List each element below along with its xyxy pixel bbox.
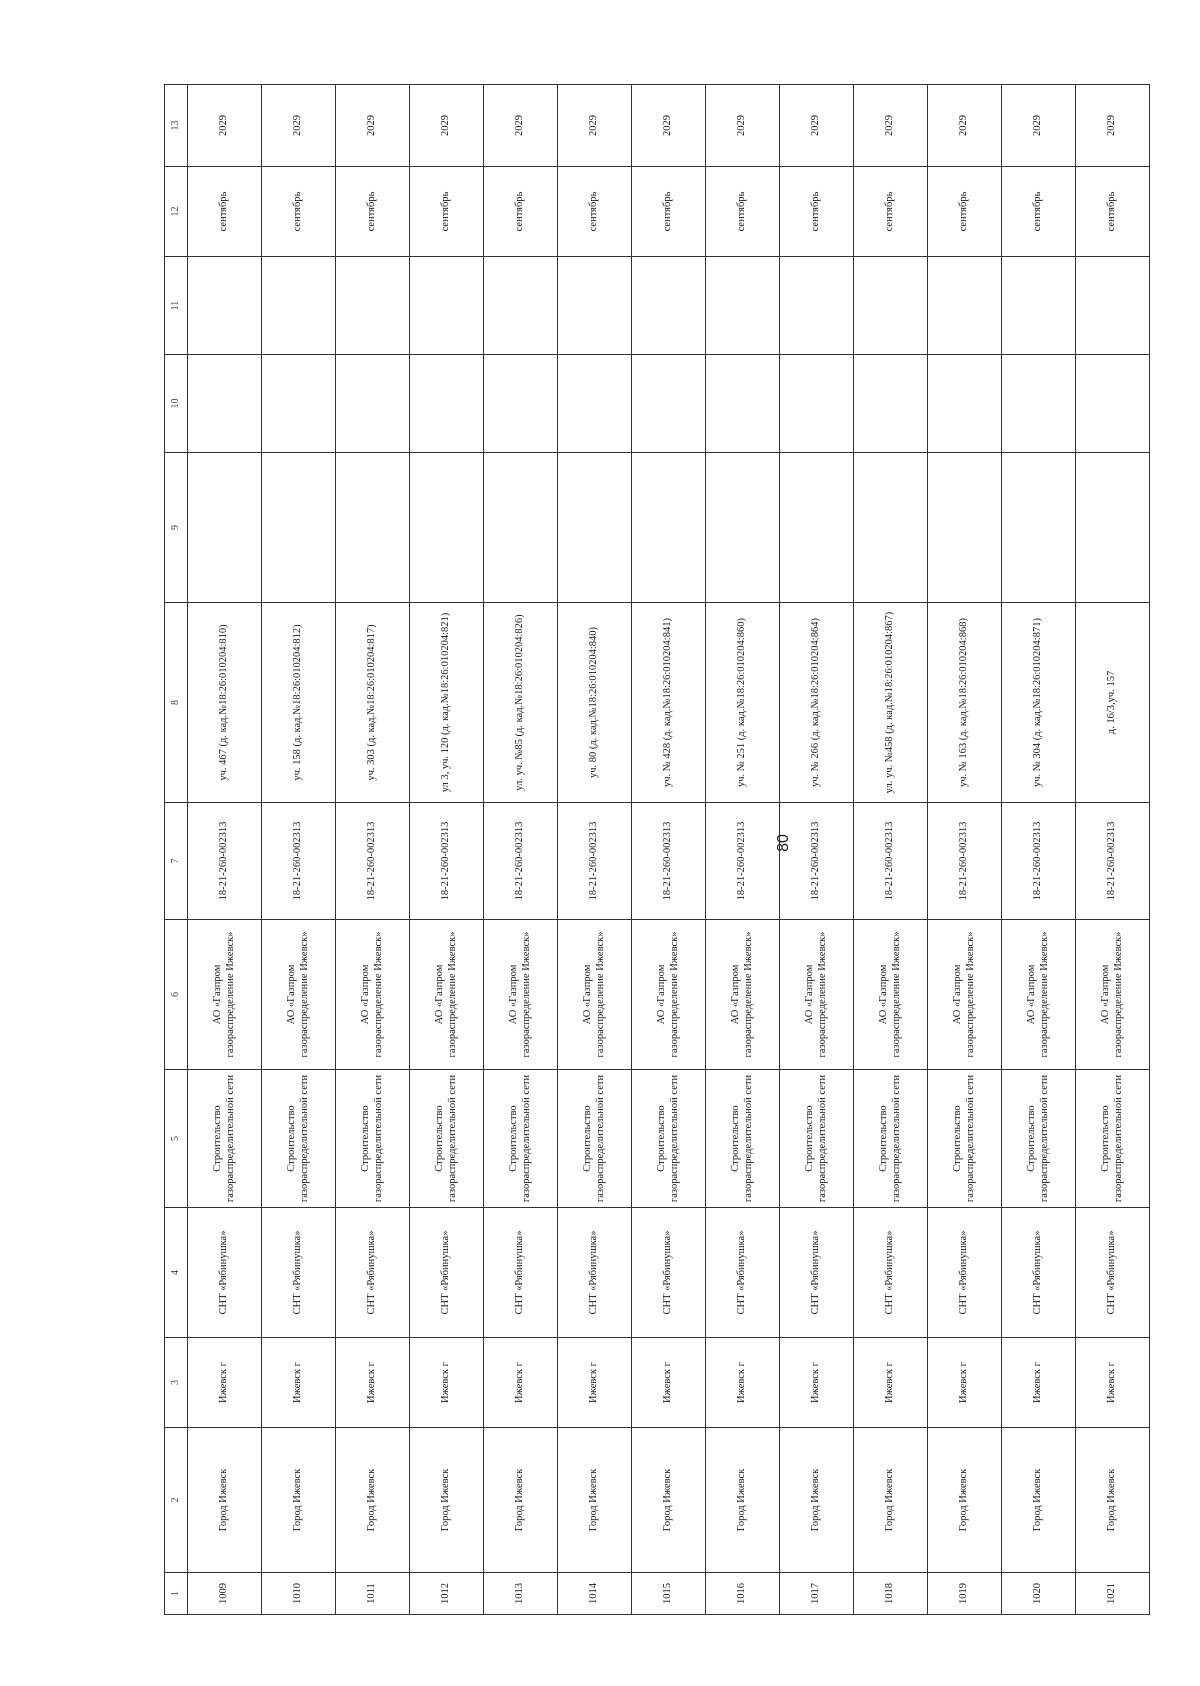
column-11-cell [410, 257, 484, 355]
settlement-cell: Ижевск г [410, 1338, 484, 1428]
column-10-cell [336, 355, 410, 453]
street-cell: СНТ «Рябинушка» [558, 1208, 632, 1338]
column-10-cell [632, 355, 706, 453]
table-row [1076, 85, 1150, 1615]
code-cell: 18-21-260-002313 [558, 803, 632, 920]
settlement-cell: Ижевск г [558, 1338, 632, 1428]
column-9-cell [262, 453, 336, 603]
year-cell: 2029 [780, 85, 854, 167]
year-cell: 2029 [336, 85, 410, 167]
code-cell: 18-21-260-002313 [854, 803, 928, 920]
column-11-cell [928, 257, 1002, 355]
district-cell: Город Ижевск [410, 1428, 484, 1573]
code-cell: 18-21-260-002313 [336, 803, 410, 920]
settlement-cell: Ижевск г [632, 1338, 706, 1428]
column-9-cell [410, 453, 484, 603]
month-cell: сентябрь [410, 167, 484, 257]
company-cell: АО «Газпром газораспределение Ижевск» [854, 920, 928, 1070]
code-cell: 18-21-260-002313 [928, 803, 1002, 920]
year-cell: 2029 [188, 85, 262, 167]
year-cell: 2029 [1076, 85, 1150, 167]
company-cell: АО «Газпром газораспределение Ижевск» [1076, 920, 1150, 1070]
year-cell: 2029 [410, 85, 484, 167]
code-cell: 18-21-260-002313 [1076, 803, 1150, 920]
street-cell: СНТ «Рябинушка» [632, 1208, 706, 1338]
settlement-cell: Ижевск г [484, 1338, 558, 1428]
address-cell: ул. уч. №458 (д. кад.№18:26:010204:867) [854, 603, 928, 803]
address-cell: д. 16/3,уч. 157 [1076, 603, 1150, 803]
code-cell: 18-21-260-002313 [780, 803, 854, 920]
address-cell: уч. № 266 (д. кад.№18:26:010204:864) [780, 603, 854, 803]
column-10-cell [1002, 355, 1076, 453]
year-cell: 2029 [262, 85, 336, 167]
column-10-cell [1076, 355, 1150, 453]
year-cell: 2029 [632, 85, 706, 167]
column-10-cell [928, 355, 1002, 453]
district-cell: Город Ижевск [632, 1428, 706, 1573]
work-type-cell: Строительство газораспределительной сети [632, 1070, 706, 1208]
column-11-cell [632, 257, 706, 355]
street-cell: СНТ «Рябинушка» [1002, 1208, 1076, 1338]
settlement-cell: Ижевск г [1076, 1338, 1150, 1428]
code-cell: 18-21-260-002313 [632, 803, 706, 920]
column-11-cell [188, 257, 262, 355]
table-row [188, 85, 262, 1615]
column-number: 1 [165, 1573, 188, 1615]
district-cell: Город Ижевск [484, 1428, 558, 1573]
settlement-cell: Ижевск г [188, 1338, 262, 1428]
street-cell: СНТ «Рябинушка» [928, 1208, 1002, 1338]
settlement-cell: Ижевск г [854, 1338, 928, 1428]
row-number: 1018 [854, 1573, 928, 1615]
column-10-cell [484, 355, 558, 453]
work-type-cell: Строительство газораспределительной сети [410, 1070, 484, 1208]
column-11-cell [484, 257, 558, 355]
year-cell: 2029 [706, 85, 780, 167]
year-cell: 2029 [484, 85, 558, 167]
company-cell: АО «Газпром газораспределение Ижевск» [262, 920, 336, 1070]
column-11-cell [854, 257, 928, 355]
column-11-cell [558, 257, 632, 355]
district-cell: Город Ижевск [336, 1428, 410, 1573]
code-cell: 18-21-260-002313 [410, 803, 484, 920]
company-cell: АО «Газпром газораспределение Ижевск» [336, 920, 410, 1070]
table-row [410, 85, 484, 1615]
table-row [632, 85, 706, 1615]
table-row [336, 85, 410, 1615]
code-cell: 18-21-260-002313 [1002, 803, 1076, 920]
column-number: 11 [165, 257, 188, 355]
address-cell: уч. 303 (д. кад.№18:26:010204:817) [336, 603, 410, 803]
settlement-cell: Ижевск г [780, 1338, 854, 1428]
work-type-cell: Строительство газораспределительной сети [484, 1070, 558, 1208]
column-number-row [165, 85, 188, 1615]
work-type-cell: Строительство газораспределительной сети [188, 1070, 262, 1208]
column-10-cell [558, 355, 632, 453]
company-cell: АО «Газпром газораспределение Ижевск» [558, 920, 632, 1070]
column-11-cell [1002, 257, 1076, 355]
work-type-cell: Строительство газораспределительной сети [928, 1070, 1002, 1208]
column-11-cell [336, 257, 410, 355]
settlement-cell: Ижевск г [1002, 1338, 1076, 1428]
column-number: 10 [165, 355, 188, 453]
street-cell: СНТ «Рябинушка» [336, 1208, 410, 1338]
month-cell: сентябрь [262, 167, 336, 257]
settlement-cell: Ижевск г [262, 1338, 336, 1428]
work-type-cell: Строительство газораспределительной сети [1076, 1070, 1150, 1208]
column-9-cell [1076, 453, 1150, 603]
column-9-cell [780, 453, 854, 603]
address-cell: ул 3, уч. 120 (д. кад.№18:26:010204:821) [410, 603, 484, 803]
column-9-cell [632, 453, 706, 603]
year-cell: 2029 [1002, 85, 1076, 167]
row-number: 1017 [780, 1573, 854, 1615]
district-cell: Город Ижевск [780, 1428, 854, 1573]
row-number: 1012 [410, 1573, 484, 1615]
column-number: 7 [165, 803, 188, 920]
year-cell: 2029 [854, 85, 928, 167]
row-number: 1016 [706, 1573, 780, 1615]
company-cell: АО «Газпром газораспределение Ижевск» [1002, 920, 1076, 1070]
settlement-cell: Ижевск г [706, 1338, 780, 1428]
row-number: 1019 [928, 1573, 1002, 1615]
address-cell: уч. 467 (д. кад.№18:26:010204:810) [188, 603, 262, 803]
address-cell: уч. № 304 (д. кад.№18:26:010204:871) [1002, 603, 1076, 803]
street-cell: СНТ «Рябинушка» [262, 1208, 336, 1338]
month-cell: сентябрь [780, 167, 854, 257]
row-number: 1014 [558, 1573, 632, 1615]
year-cell: 2029 [928, 85, 1002, 167]
address-cell: уч. № 163 (д. кад.№18:26:010204:868) [928, 603, 1002, 803]
row-number: 1020 [1002, 1573, 1076, 1615]
column-9-cell [188, 453, 262, 603]
column-number: 2 [165, 1428, 188, 1573]
work-type-cell: Строительство газораспределительной сети [558, 1070, 632, 1208]
work-type-cell: Строительство газораспределительной сети [854, 1070, 928, 1208]
column-10-cell [410, 355, 484, 453]
settlement-cell: Ижевск г [928, 1338, 1002, 1428]
work-type-cell: Строительство газораспределительной сети [262, 1070, 336, 1208]
month-cell: сентябрь [1076, 167, 1150, 257]
row-number: 1013 [484, 1573, 558, 1615]
company-cell: АО «Газпром газораспределение Ижевск» [706, 920, 780, 1070]
column-number: 3 [165, 1338, 188, 1428]
street-cell: СНТ «Рябинушка» [1076, 1208, 1150, 1338]
district-cell: Город Ижевск [854, 1428, 928, 1573]
code-cell: 18-21-260-002313 [706, 803, 780, 920]
column-10-cell [262, 355, 336, 453]
month-cell: сентябрь [558, 167, 632, 257]
column-9-cell [484, 453, 558, 603]
month-cell: сентябрь [632, 167, 706, 257]
table-container [164, 85, 1124, 1615]
address-cell: уч. 80 (д. кад.№18:26:010204:840) [558, 603, 632, 803]
column-10-cell [780, 355, 854, 453]
column-9-cell [706, 453, 780, 603]
table-row [780, 85, 854, 1615]
column-number: 9 [165, 453, 188, 603]
company-cell: АО «Газпром газораспределение Ижевск» [410, 920, 484, 1070]
work-type-cell: Строительство газораспределительной сети [780, 1070, 854, 1208]
month-cell: сентябрь [928, 167, 1002, 257]
company-cell: АО «Газпром газораспределение Ижевск» [632, 920, 706, 1070]
column-9-cell [1002, 453, 1076, 603]
address-cell: уч. № 251 (д. кад.№18:26:010204:860) [706, 603, 780, 803]
row-number: 1021 [1076, 1573, 1150, 1615]
month-cell: сентябрь [1002, 167, 1076, 257]
column-number: 12 [165, 167, 188, 257]
month-cell: сентябрь [706, 167, 780, 257]
work-type-cell: Строительство газораспределительной сети [1002, 1070, 1076, 1208]
table-row [706, 85, 780, 1615]
column-11-cell [262, 257, 336, 355]
column-10-cell [854, 355, 928, 453]
row-number: 1011 [336, 1573, 410, 1615]
month-cell: сентябрь [484, 167, 558, 257]
table-row [1002, 85, 1076, 1615]
column-10-cell [706, 355, 780, 453]
column-9-cell [854, 453, 928, 603]
column-number: 4 [165, 1208, 188, 1338]
column-11-cell [1076, 257, 1150, 355]
code-cell: 18-21-260-002313 [262, 803, 336, 920]
table-row [854, 85, 928, 1615]
column-9-cell [928, 453, 1002, 603]
month-cell: сентябрь [336, 167, 410, 257]
row-number: 1009 [188, 1573, 262, 1615]
company-cell: АО «Газпром газораспределение Ижевск» [188, 920, 262, 1070]
district-cell: Город Ижевск [928, 1428, 1002, 1573]
year-cell: 2029 [558, 85, 632, 167]
table-row [262, 85, 336, 1615]
column-number: 8 [165, 603, 188, 803]
row-number: 1015 [632, 1573, 706, 1615]
code-cell: 18-21-260-002313 [484, 803, 558, 920]
page-number: 80 [775, 834, 792, 852]
district-cell: Город Ижевск [262, 1428, 336, 1573]
street-cell: СНТ «Рябинушка» [188, 1208, 262, 1338]
work-type-cell: Строительство газораспределительной сети [706, 1070, 780, 1208]
settlement-cell: Ижевск г [336, 1338, 410, 1428]
street-cell: СНТ «Рябинушка» [780, 1208, 854, 1338]
column-number: 13 [165, 85, 188, 167]
code-cell: 18-21-260-002313 [188, 803, 262, 920]
district-cell: Город Ижевск [1076, 1428, 1150, 1573]
address-cell: ул. уч. №85 (д. кад.№18:26:010204:826) [484, 603, 558, 803]
table-row [484, 85, 558, 1615]
district-cell: Город Ижевск [188, 1428, 262, 1573]
column-9-cell [558, 453, 632, 603]
address-cell: уч. 158 (д. кад.№18:26:010204:812) [262, 603, 336, 803]
column-11-cell [780, 257, 854, 355]
street-cell: СНТ «Рябинушка» [484, 1208, 558, 1338]
schedule-table [164, 84, 1150, 1615]
company-cell: АО «Газпром газораспределение Ижевск» [928, 920, 1002, 1070]
work-type-cell: Строительство газораспределительной сети [336, 1070, 410, 1208]
column-number: 5 [165, 1070, 188, 1208]
district-cell: Город Ижевск [1002, 1428, 1076, 1573]
company-cell: АО «Газпром газораспределение Ижевск» [780, 920, 854, 1070]
district-cell: Город Ижевск [558, 1428, 632, 1573]
street-cell: СНТ «Рябинушка» [854, 1208, 928, 1338]
table-row [928, 85, 1002, 1615]
month-cell: сентябрь [854, 167, 928, 257]
table-row [558, 85, 632, 1615]
company-cell: АО «Газпром газораспределение Ижевск» [484, 920, 558, 1070]
column-10-cell [188, 355, 262, 453]
column-9-cell [336, 453, 410, 603]
district-cell: Город Ижевск [706, 1428, 780, 1573]
month-cell: сентябрь [188, 167, 262, 257]
column-11-cell [706, 257, 780, 355]
column-number: 6 [165, 920, 188, 1070]
row-number: 1010 [262, 1573, 336, 1615]
address-cell: уч. № 428 (д. кад.№18:26:010204:841) [632, 603, 706, 803]
street-cell: СНТ «Рябинушка» [410, 1208, 484, 1338]
street-cell: СНТ «Рябинушка» [706, 1208, 780, 1338]
